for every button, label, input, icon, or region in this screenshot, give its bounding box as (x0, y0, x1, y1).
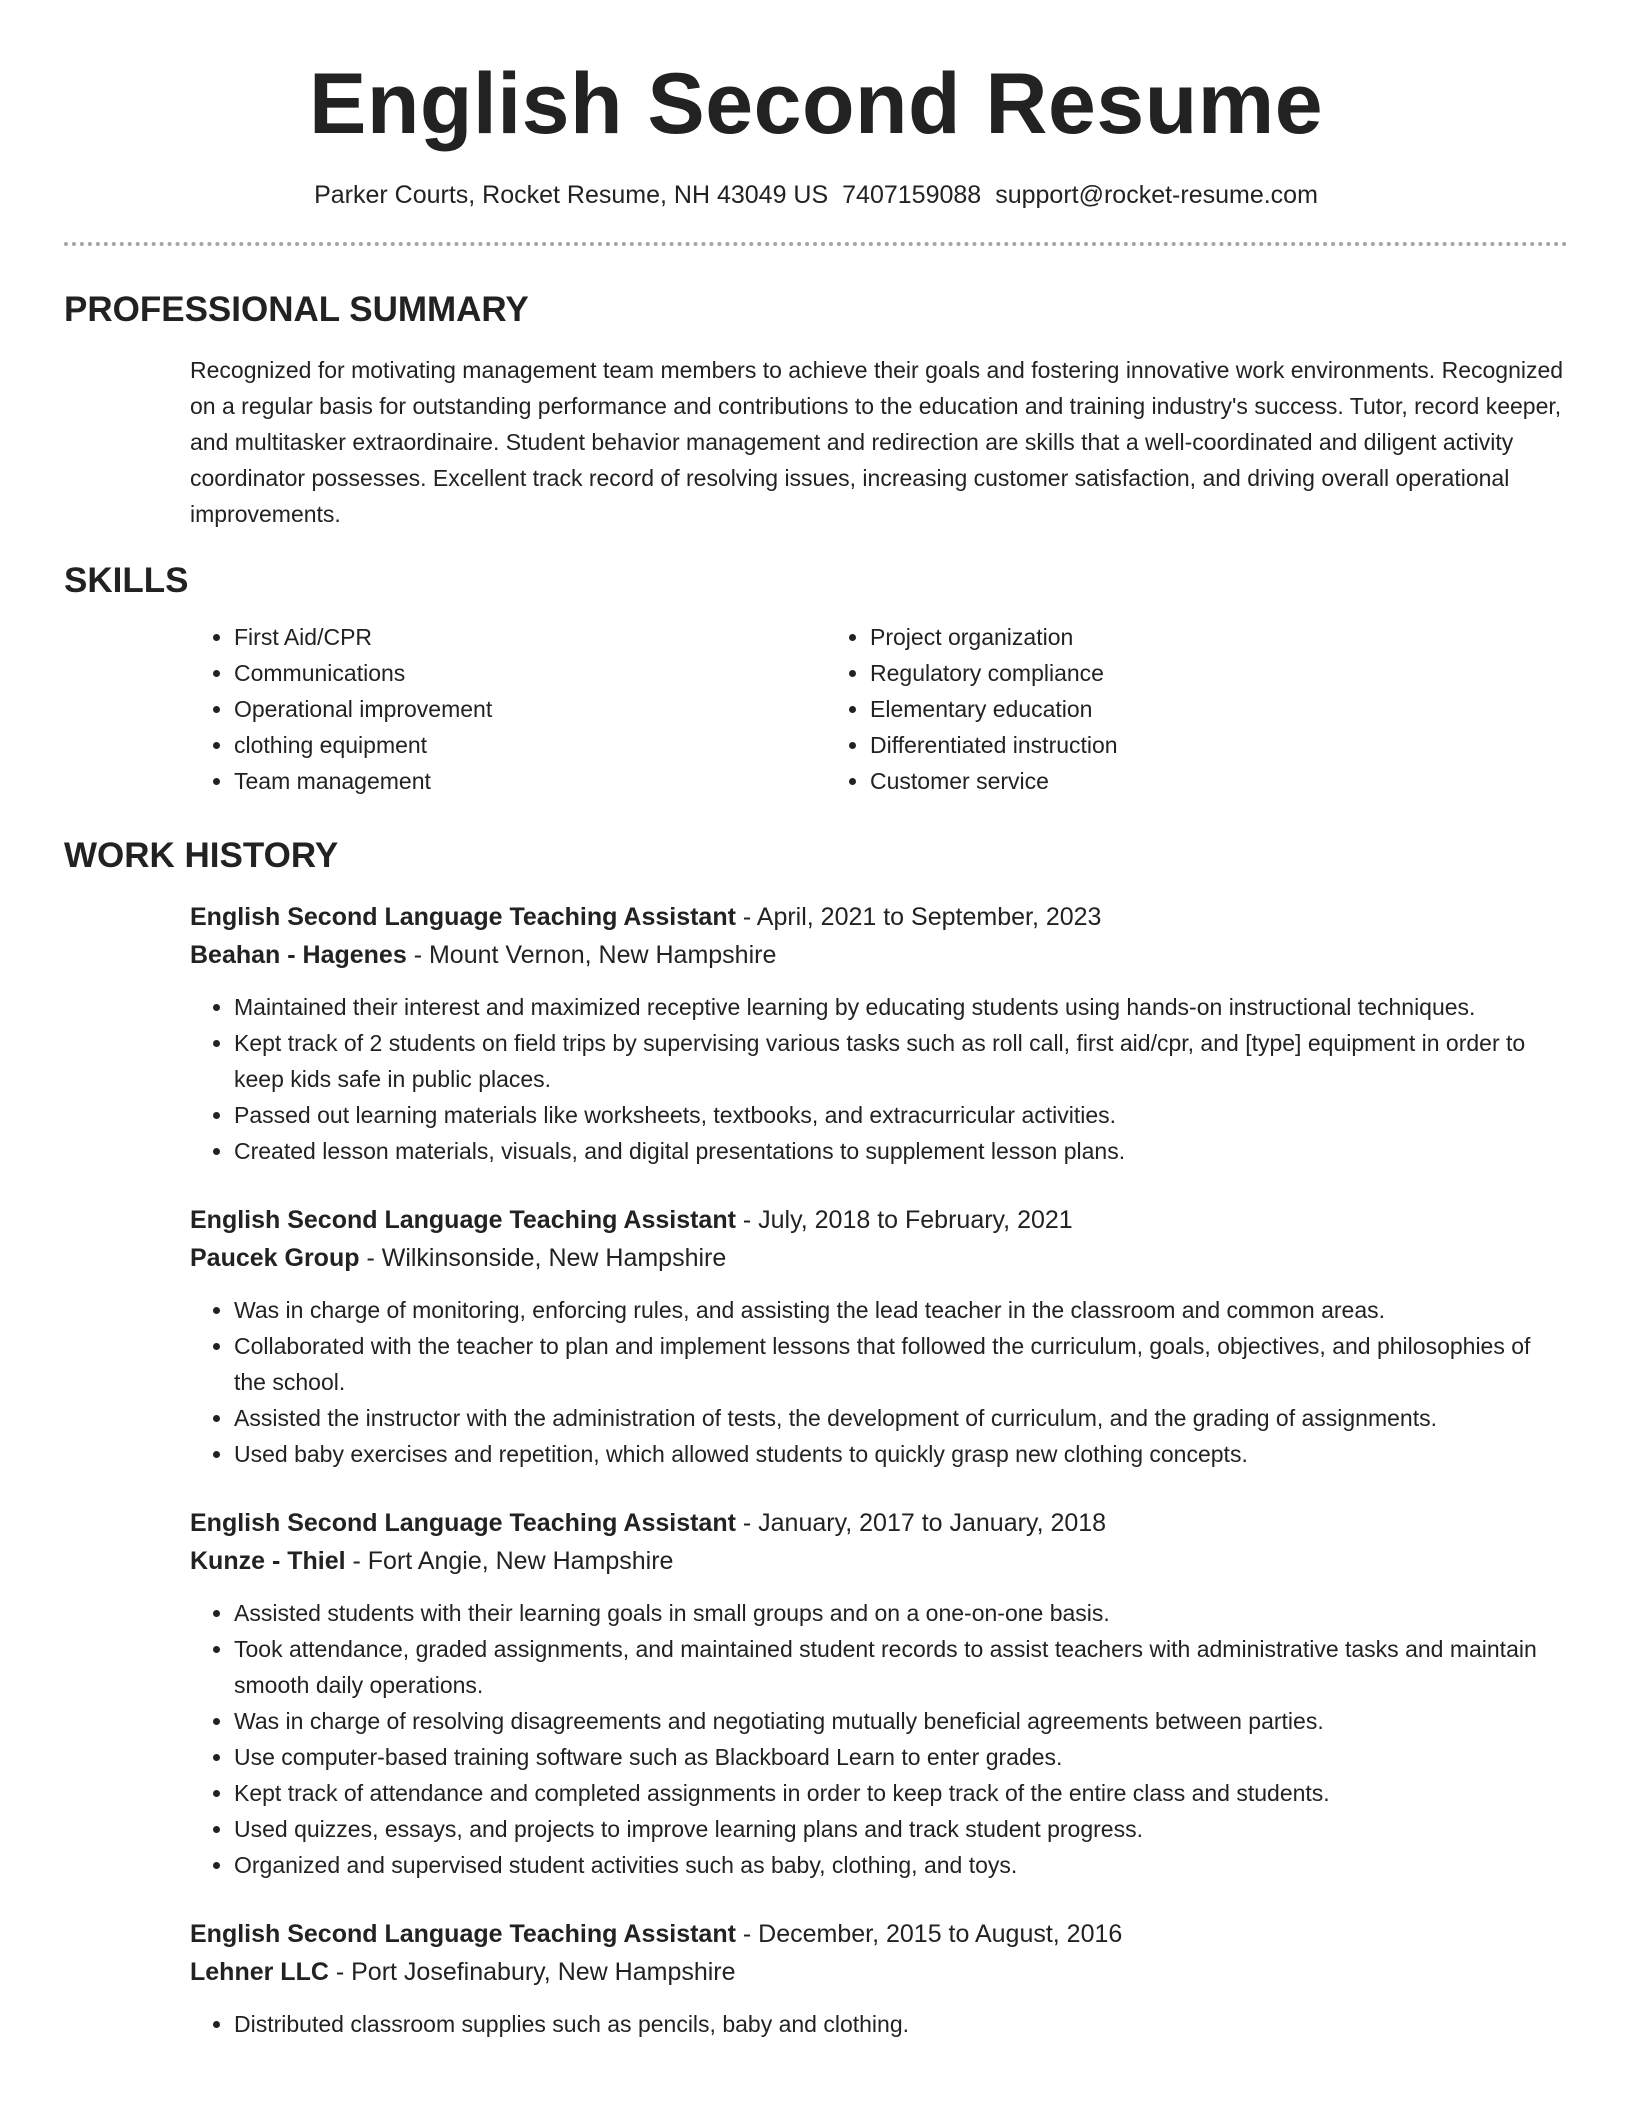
skill-item: • Customer service (870, 763, 1462, 799)
work-history-section (64, 834, 1568, 2042)
skill-item: • Operational improvement (234, 691, 826, 727)
skill-item: • Communications (234, 655, 826, 691)
skills-grid (190, 619, 1568, 799)
job-bullet: • Distributed classroom supplies such as pencils, baby and clothing. (234, 2006, 1568, 2042)
job-dates: - December, 2015 to August, 2016 (735, 1920, 1123, 1948)
job-entry (190, 898, 1568, 1169)
skill-item: • Differentiated instruction (870, 727, 1462, 763)
job-title: English Second Language Teaching Assistant (190, 1206, 736, 1234)
job-bullet: • Assisted students with their learning goals in small groups and on a one-on-one basis. (234, 1595, 1568, 1631)
job-bullet: • Maintained their interest and maximized receptive learning by educating students using hands-on instructional techniques. (234, 989, 1568, 1025)
skill-item: • Elementary education (870, 691, 1462, 727)
job-bullets (190, 1595, 1568, 1883)
job-bullet: • Created lesson materials, visuals, and digital presentations to supplement lesson plans. (234, 1133, 1568, 1169)
job-bullet: • Kept track of 2 students on field trips by supervising various tasks such as roll call, first aid/cpr, and [type] equipment in order to keep kids safe in public places. (234, 1025, 1568, 1097)
contact-line (64, 178, 1568, 212)
job-bullet: • Used baby exercises and repetition, which allowed students to quickly grasp new clothing concepts. (234, 1436, 1568, 1472)
job-bullet: • Passed out learning materials like worksheets, textbooks, and extracurricular activities. (234, 1097, 1568, 1133)
job-title: English Second Language Teaching Assistant (190, 1920, 736, 1948)
contact-email: support@rocket-resume.com (995, 181, 1318, 209)
job-location: - Wilkinsonside, New Hampshire (359, 1244, 727, 1272)
job-title-line (190, 898, 1568, 936)
skill-item: • First Aid/CPR (234, 619, 826, 655)
job-company: Kunze - Thiel (190, 1547, 346, 1575)
job-dates: - January, 2017 to January, 2018 (735, 1509, 1107, 1537)
skills-section (64, 559, 1568, 799)
job-title-line (190, 1504, 1568, 1542)
skills-column-right (826, 619, 1462, 799)
job-dates: - April, 2021 to September, 2023 (735, 903, 1102, 931)
job-company-line (190, 1542, 1568, 1580)
section-heading-skills: SKILLS (64, 561, 189, 600)
job-company-line (190, 1239, 1568, 1277)
job-title-line (190, 1201, 1568, 1239)
skills-column-left (190, 619, 826, 799)
job-bullet: • Organized and supervised student activities such as baby, clothing, and toys. (234, 1847, 1568, 1883)
job-bullet: • Used quizzes, essays, and projects to improve learning plans and track student progress. (234, 1811, 1568, 1847)
job-location: - Fort Angie, New Hampshire (345, 1547, 674, 1575)
job-bullet: • Use computer-based training software such as Blackboard Learn to enter grades. (234, 1739, 1568, 1775)
job-bullet: • Kept track of attendance and completed assignments in order to keep track of the entire class and students. (234, 1775, 1568, 1811)
job-company: Beahan - Hagenes (190, 941, 407, 969)
header-divider (64, 242, 1568, 246)
job-location: - Mount Vernon, New Hampshire (406, 941, 777, 969)
job-bullets (190, 2006, 1568, 2042)
job-company: Paucek Group (190, 1244, 360, 1272)
summary-text: Recognized for motivating management team members to achieve their goals and fostering innovative work environments. Recognized on a regular basis for outstanding performance and contributions to the education and training industry's success. Tutor, record keeper, and multitasker extraordinaire. Student behavior management and redirection are skills that a well-coordinated and diligent activity coordinator possesses. Excellent track record of resolving issues, increasing customer satisfaction, and driving overall operational improvements. (190, 357, 1564, 527)
section-heading-work-history: WORK HISTORY (64, 836, 339, 875)
skill-item: • clothing equipment (234, 727, 826, 763)
job-entry (190, 1201, 1568, 1472)
job-bullet: • Was in charge of resolving disagreements and negotiating mutually beneficial agreements between parties. (234, 1703, 1568, 1739)
skill-item: • Regulatory compliance (870, 655, 1462, 691)
contact-phone: 7407159088 (842, 181, 982, 209)
job-title-line (190, 1915, 1568, 1953)
contact-address: Parker Courts, Rocket Resume, NH 43049 US (314, 181, 829, 209)
job-bullet: • Assisted the instructor with the administration of tests, the development of curriculum, and the grading of assignments. (234, 1400, 1568, 1436)
job-entry (190, 1915, 1568, 2042)
resume-name: English Second Resume (308, 56, 1324, 152)
job-company: Lehner LLC (190, 1958, 329, 1986)
job-entry (190, 1504, 1568, 1883)
job-bullets (190, 1292, 1568, 1472)
job-bullets (190, 989, 1568, 1169)
job-company-line (190, 936, 1568, 974)
skill-item: • Project organization (870, 619, 1462, 655)
skill-item: • Team management (234, 763, 826, 799)
job-title: English Second Language Teaching Assistant (190, 903, 736, 931)
job-company-line (190, 1953, 1568, 1991)
job-bullet: • Was in charge of monitoring, enforcing rules, and assisting the lead teacher in the classroom and common areas. (234, 1292, 1568, 1328)
job-bullet: • Collaborated with the teacher to plan and implement lessons that followed the curriculum, goals, objectives, and philosophies of the school. (234, 1328, 1568, 1400)
job-bullet: • Took attendance, graded assignments, and maintained student records to assist teachers with administrative tasks and maintain smooth daily operations. (234, 1631, 1568, 1703)
section-heading-summary: PROFESSIONAL SUMMARY (64, 290, 529, 329)
professional-summary-section (64, 288, 1568, 532)
job-dates: - July, 2018 to February, 2021 (735, 1206, 1073, 1234)
job-location: - Port Josefinabury, New Hampshire (328, 1958, 736, 1986)
job-title: English Second Language Teaching Assistant (190, 1509, 736, 1537)
